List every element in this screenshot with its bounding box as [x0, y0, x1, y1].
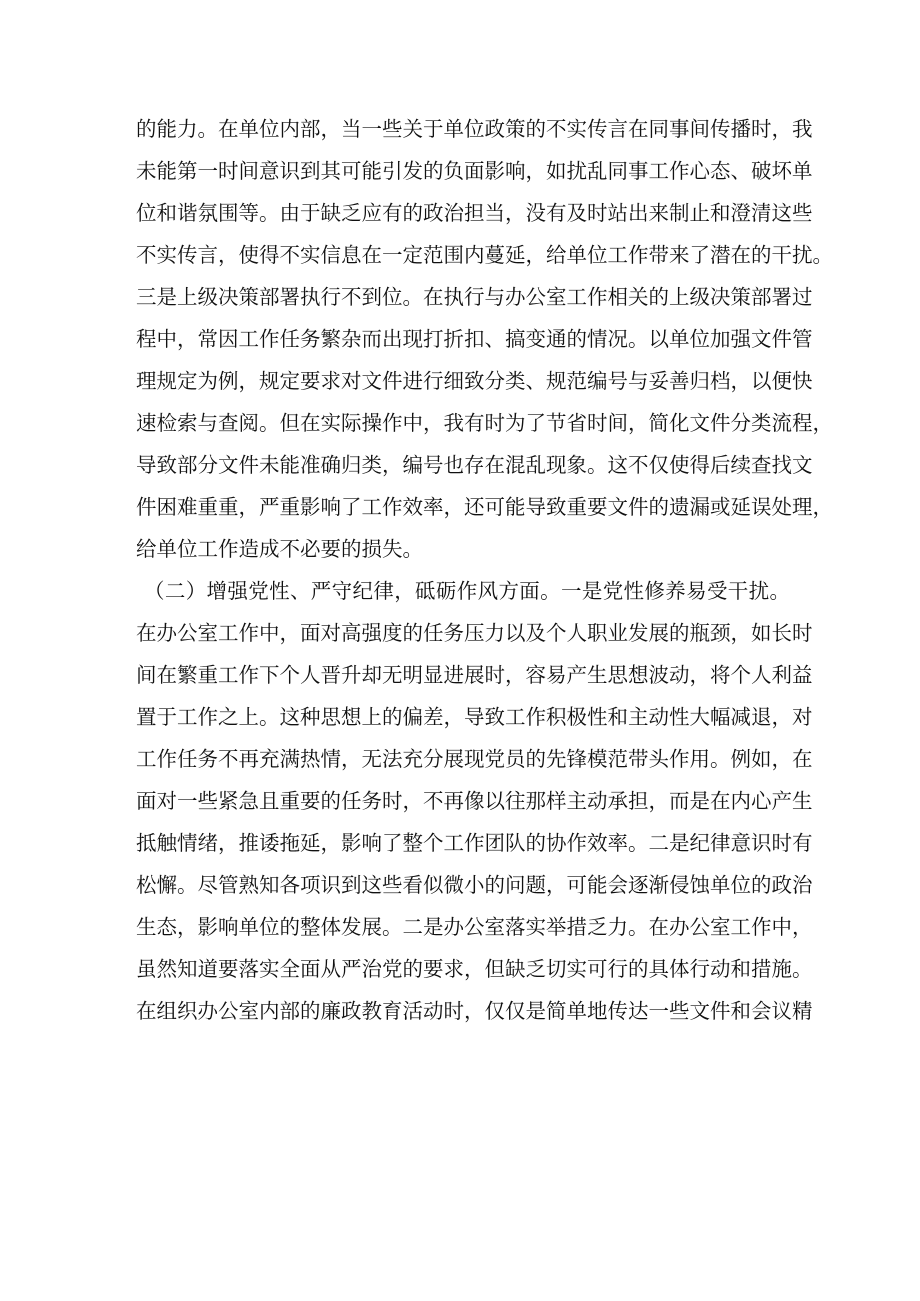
text-line: 导致部分文件未能准确归类，编号也存在混乱现象。这不仅使得后续查找文 [136, 453, 813, 477]
text-line: 件困难重重，严重影响了工作效率，还可能导致重要文件的遗漏或延误处理， [136, 495, 833, 519]
text-line: 三是上级决策部署执行不到位。在执行与办公室工作相关的上级决策部署过 [136, 285, 813, 309]
text-line: 置于工作之上。这种思想上的偏差，导致工作积极性和主动性大幅减退，对 [136, 705, 813, 729]
text-line: 面对一些紧急且重要的任务时，不再像以往那样主动承担，而是在内心产生 [136, 789, 813, 813]
section-heading-line: （二）增强党性、严守纪律，砥砺作风方面。一是党性修养易受干扰。 [144, 579, 790, 603]
text-line: 位和谐氛围等。由于缺乏应有的政治担当，没有及时站出来制止和澄清这些 [136, 201, 813, 225]
document-body [136, 108, 833, 1032]
text-line: 不实传言，使得不实信息在一定范围内蔓延，给单位工作带来了潜在的干扰。 [136, 243, 833, 267]
text-line: 工作任务不再充满热情，无法充分展现党员的先锋模范带头作用。例如，在 [136, 747, 813, 771]
text-line: 给单位工作造成不必要的损失。 [136, 537, 423, 561]
text-line: 理规定为例，规定要求对文件进行细致分类、规范编号与妥善归档，以便快 [136, 369, 813, 393]
text-line: 程中，常因工作任务繁杂而出现打折扣、搞变通的情况。以单位加强文件管 [136, 327, 813, 351]
text-line: 速检索与查阅。但在实际操作中，我有时为了节省时间，简化文件分类流程， [136, 411, 833, 435]
text-line: 在组织办公室内部的廉政教育活动时，仅仅是简单地传达一些文件和会议精 [136, 999, 813, 1023]
text-line: 的能力。在单位内部，当一些关于单位政策的不实传言在同事间传播时，我 [136, 117, 813, 141]
text-line: 间在繁重工作下个人晋升却无明显进展时，容易产生思想波动，将个人利益 [136, 663, 813, 687]
text-line: 在办公室工作中，面对高强度的任务压力以及个人职业发展的瓶颈，如长时 [136, 621, 813, 645]
text-line: 虽然知道要落实全面从严治党的要求，但缺乏切实可行的具体行动和措施。 [136, 957, 813, 981]
text-line: 抵触情绪，推诿拖延，影响了整个工作团队的协作效率。二是纪律意识时有 [136, 831, 813, 855]
text-line: 未能第一时间意识到其可能引发的负面影响，如扰乱同事工作心态、破坏单 [136, 159, 813, 183]
text-line: 松懈。尽管熟知各项识到这些看似微小的问题，可能会逐渐侵蚀单位的政治 [136, 873, 813, 897]
text-line: 生态，影响单位的整体发展。二是办公室落实举措乏力。在办公室工作中， [136, 915, 813, 939]
